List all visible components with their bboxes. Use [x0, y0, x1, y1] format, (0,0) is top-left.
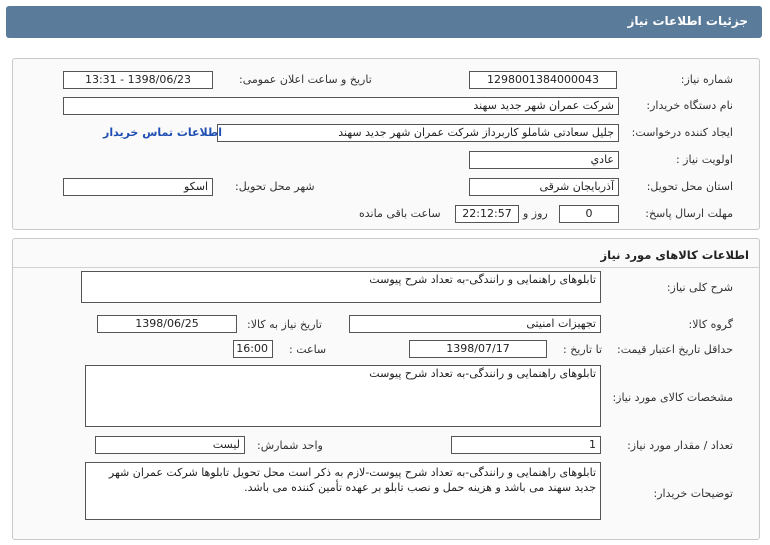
page-header [6, 6, 762, 38]
creator-label: ایجاد کننده درخواست: [631, 126, 733, 139]
need-number-label: شماره نیاز: [680, 73, 733, 86]
time-left-unit-label: ساعت باقی مانده [359, 207, 441, 220]
until-date-label: تا تاریخ : [563, 343, 602, 356]
goods-info-panel [12, 238, 760, 540]
city-field[interactable]: اسکو [63, 178, 213, 196]
province-field[interactable]: آذربایجان شرقی [469, 178, 619, 196]
until-date-field[interactable]: 1398/07/17 [409, 340, 547, 358]
need-date-label: تاریخ نیاز به کالا: [247, 318, 322, 331]
spec-label: مشخصات کالای مورد نیاز: [612, 391, 733, 404]
min-validity-label: حداقل تاریخ اعتبار قیمت: [617, 343, 733, 356]
goods-section-title: اطلاعات کالاهای مورد نیاز [600, 248, 749, 262]
announce-datetime-field[interactable]: 1398/06/23 - 13:31 [63, 71, 213, 89]
announce-datetime-label: تاریخ و ساعت اعلان عمومی: [239, 73, 372, 86]
spec-field[interactable]: تابلوهای راهنمایی و رانندگی-به تعداد شرح پیوست [85, 365, 601, 427]
buyer-notes-field[interactable]: تابلوهای راهنمایی و رانندگی-به تعداد شرح پیوست-لازم به ذکر است محل تحویل تابلوها شرکت عمران شهر جدید سهند می باشد و هزینه حمل و نصب تابلو بر عهده تأمین کننده می باشد. [85, 462, 601, 520]
goods-group-field[interactable]: تجهیزات امنیتی [349, 315, 601, 333]
summary-label: شرح کلی نیاز: [666, 281, 733, 294]
city-label: شهر محل تحویل: [235, 180, 315, 193]
unit-field[interactable]: لیست [95, 436, 245, 454]
priority-field[interactable]: عادي [469, 151, 619, 169]
page-title: جزئیات اطلاعات نیاز [627, 14, 748, 28]
days-unit-label: روز و [523, 207, 548, 220]
unit-label: واحد شمارش: [257, 439, 323, 452]
quantity-field[interactable]: 1 [451, 436, 601, 454]
buyer-notes-label: توضیحات خریدار: [653, 487, 733, 500]
buyer-contact-link[interactable]: اطلاعات تماس خریدار [103, 126, 223, 139]
summary-field[interactable]: تابلوهای راهنمایی و رانندگی-به تعداد شرح پیوست [81, 271, 601, 303]
days-field[interactable]: 0 [559, 205, 619, 223]
deadline-label: مهلت ارسال پاسخ: [645, 207, 733, 220]
time-left-field[interactable]: 22:12:57 [455, 205, 519, 223]
section-divider [13, 267, 759, 268]
hour-field[interactable]: 16:00 [233, 340, 273, 358]
goods-group-label: گروه کالا: [688, 318, 733, 331]
province-label: استان محل تحویل: [646, 180, 733, 193]
need-info-panel [12, 58, 760, 230]
need-date-field[interactable]: 1398/06/25 [97, 315, 237, 333]
creator-field[interactable]: جلیل سعادتی شاملو کاربرداز شرکت عمران شهر جدید سهند [217, 124, 619, 142]
priority-label: اولویت نیاز : [675, 153, 733, 166]
buyer-org-field[interactable]: شرکت عمران شهر جدید سهند [63, 97, 619, 115]
hour-label: ساعت : [289, 343, 327, 356]
quantity-label: تعداد / مقدار مورد نیاز: [627, 439, 733, 452]
buyer-org-label: نام دستگاه خریدار: [646, 99, 733, 112]
need-number-field[interactable]: 1298001384000043 [469, 71, 617, 89]
